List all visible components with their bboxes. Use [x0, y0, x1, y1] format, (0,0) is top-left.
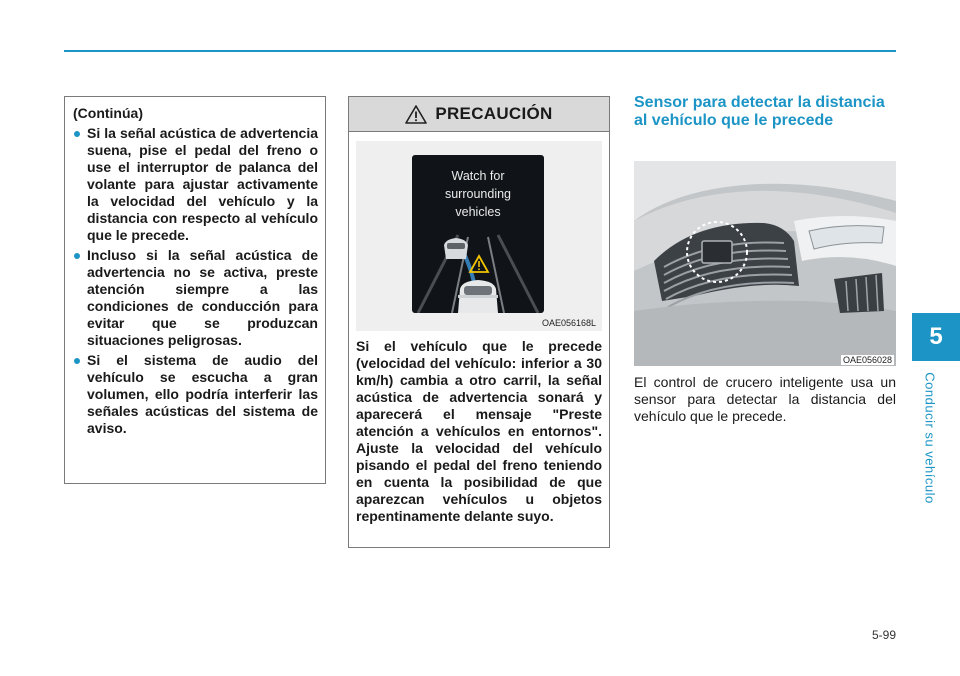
- header-rule: [64, 50, 896, 52]
- list-item: [73, 352, 318, 437]
- warning-triangle-icon: [405, 105, 427, 124]
- list-item: [73, 247, 318, 349]
- preceding-car-icon: [444, 238, 468, 259]
- figure-code: OAE056028: [842, 355, 892, 365]
- bullet-icon: [74, 131, 80, 137]
- chapter-title: Conducir su vehículo: [922, 372, 938, 504]
- precaution-header: [349, 97, 609, 132]
- figure-code: OAE056168L: [541, 318, 596, 328]
- lane-scene-graphic: [412, 155, 544, 313]
- list-item: [73, 125, 318, 244]
- notice-box: [64, 96, 326, 484]
- page-number: 5-99: [871, 628, 896, 642]
- car-front-illustration: [634, 161, 896, 366]
- section-title: Sensor para detectar la distancia al vehículo que le precede: [634, 94, 885, 129]
- section-body-text: El control de crucero inteligente usa un sensor para detectar la distancia del vehículo que le precede.: [634, 374, 896, 424]
- notice-item-text: Incluso si la señal acústica de advertencia no se activa, preste atención siempre a las condiciones de conducción para evitar que se produzcan situaciones peligrosas.: [87, 247, 318, 348]
- cluster-message-line: vehicles: [455, 205, 501, 219]
- precaution-text: Si el vehículo que le precede (velocidad del vehículo: inferior a 30 km/h) cambia a otro carril, la señal acústica de advertencia sonará y aparecerá el mensaje "Preste atención a vehículos en entornos". Ajuste la velocidad del vehículo pisando el pedal del freno teniendo en cuenta la posibilidad de que aparezcan vehículos u objetos repentinamente delante suyo.: [356, 338, 602, 524]
- front-sensor-figure: [634, 161, 896, 366]
- notice-list: [73, 125, 318, 437]
- notice-continued-heading: (Continúa): [73, 105, 143, 121]
- bullet-icon: [74, 358, 80, 364]
- precaution-title: PRECAUCIÓN: [435, 104, 553, 123]
- chapter-number-tab[interactable]: 5: [912, 313, 960, 361]
- cluster-warning-figure: [356, 141, 602, 331]
- cluster-message-line: Watch for: [451, 169, 505, 183]
- warning-triangle-icon: [470, 256, 488, 272]
- chapter-title-vertical: [920, 368, 940, 508]
- own-car-icon: [458, 280, 498, 313]
- cluster-message-line: surrounding: [444, 187, 511, 201]
- notice-item-text: Si la señal acústica de advertencia suena, pise el pedal del freno o use el interruptor de palanca del volante para ajustar activamente la velocidad del vehículo y la distancia con respecto al vehículo que le precede.: [87, 125, 318, 243]
- instrument-cluster-display: [412, 155, 544, 313]
- bullet-icon: [74, 253, 80, 259]
- precaution-box: [348, 96, 610, 548]
- notice-item-text: Si el sistema de audio del vehículo se escucha a gran volumen, ello podría interferir las señales acústicas del sistema de aviso.: [87, 352, 318, 436]
